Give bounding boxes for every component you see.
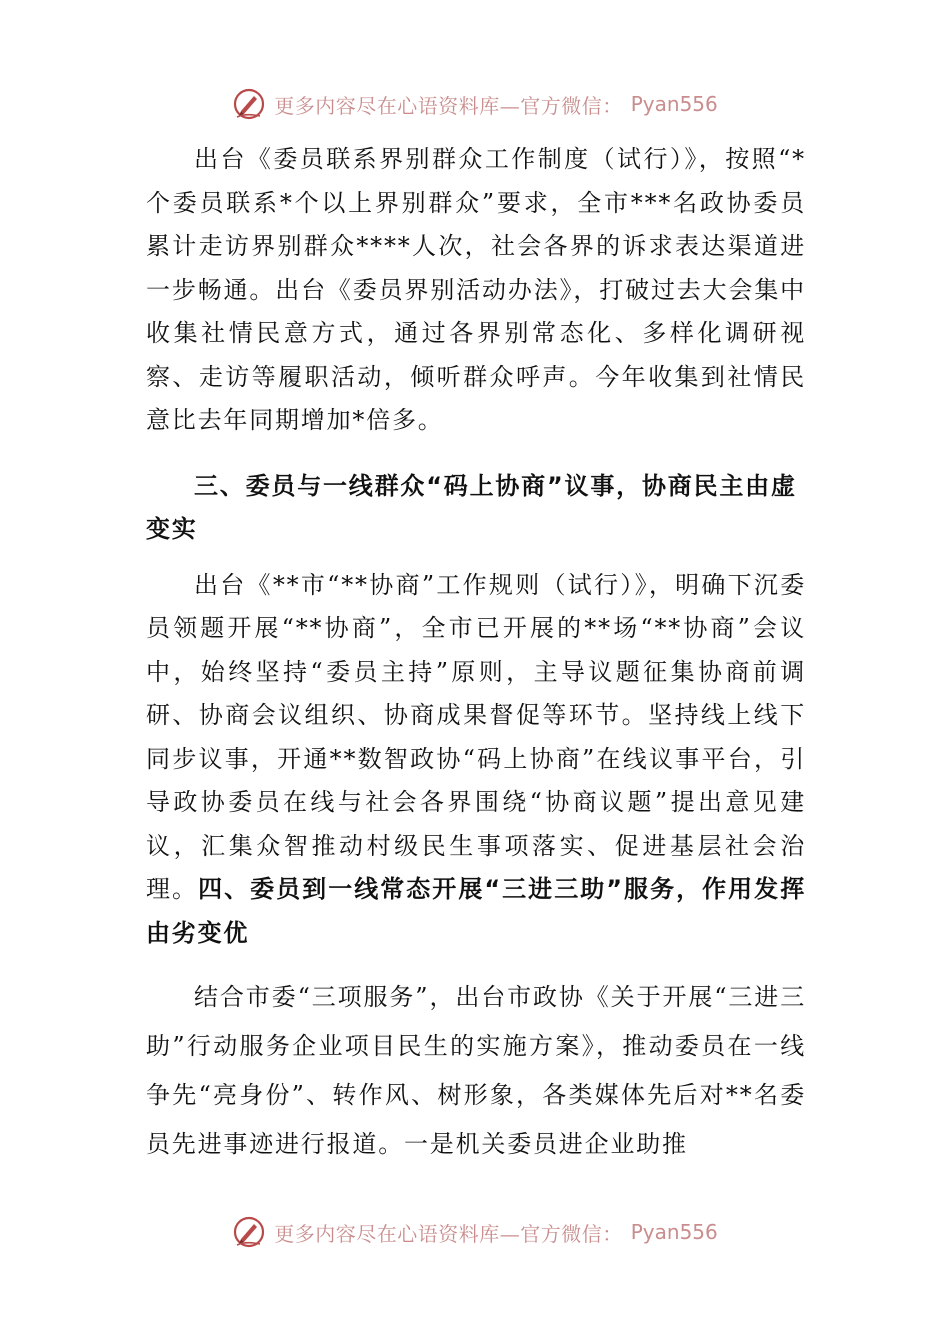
document-body — [146, 138, 806, 1169]
banner-wechat-id: Pyan556 — [630, 1220, 718, 1244]
paragraph-1: 出台《委员联系界别群众工作制度（试行）》，按照“*个委员联系*个以上界别群众”要求，全市***名政协委员累计走访界别群众****人次，社会各界的诉求表达渠道进一步畅通。出台《委员界别活动办法》，打破过去大会集中收集社情民意方式，通过各界别常态化、多样化调研视察、走访等履职活动，倾听群众呼声。今年收集到社情民意比去年同期增加*倍多。 — [146, 145, 806, 434]
paragraph-3: 结合市委“三项服务”，出台市政协《关于开展“三进三助”行动服务企业项目民生的实施方案》，推动委员在一线争先“亮身份”、转作风、树形象，各类媒体先后对**名委员先进事迹进行报道。一是机关委员进企业助推 — [146, 983, 806, 1158]
footer-watermark-banner — [0, 1212, 950, 1252]
banner-text: 更多内容尽在心语资料库—官方微信： — [274, 93, 623, 118]
banner-wechat-id: Pyan556 — [630, 92, 718, 116]
paragraph-2-text: 出台《**市“**协商”工作规则（试行）》，明确下沉委员领题开展“**协商”，全市已开展的**场“**协商”会议中，始终坚持“委员主持”原则，主导议题征集协商前调研、协商会议组织、协商成果督促等环节。坚持线上线下同步议事，开通**数智政协“码上协商”在线议事平台，引导政协委员在线与社会各界围绕“协商议题”提出意见建议，汇集众智推动村级民生事项落实、促进基层社会治理。 — [146, 570, 806, 903]
header-watermark-banner — [0, 84, 950, 124]
section-heading-4: 四、委员到一线常态开展“三进三助”服务，作用发挥由劣变优 — [146, 875, 806, 947]
pen-logo-icon — [232, 1215, 266, 1249]
section-heading-3: 三、委员与一线群众“码上协商”议事，协商民主由虚变实 — [146, 471, 797, 543]
paragraph-2 — [146, 564, 806, 956]
banner-text: 更多内容尽在心语资料库—官方微信： — [274, 1221, 623, 1246]
pen-logo-icon — [232, 87, 266, 121]
